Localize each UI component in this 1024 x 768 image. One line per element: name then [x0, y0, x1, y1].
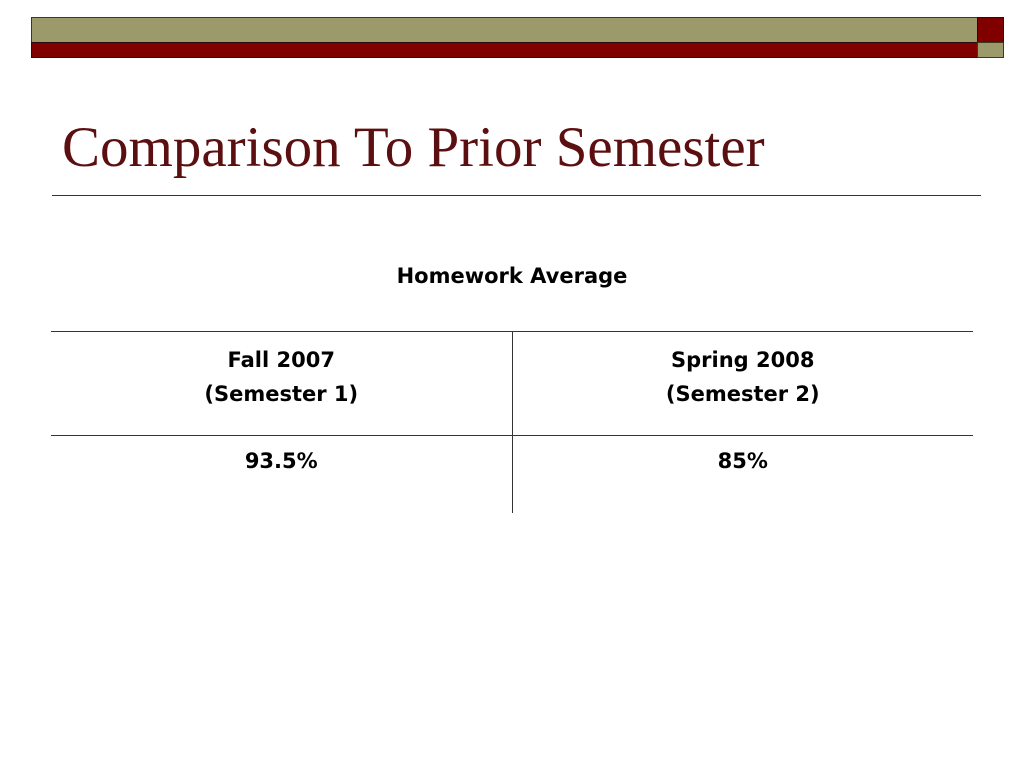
- header-cell-spring-2008: [513, 332, 974, 435]
- header-term: Spring 2008: [671, 348, 815, 372]
- comparison-table: [51, 331, 973, 513]
- header-semester: (Semester 2): [665, 382, 820, 406]
- table-row: [51, 436, 973, 513]
- header-cell-fall-2007: [51, 332, 513, 435]
- header-semester: (Semester 1): [204, 382, 359, 406]
- header-olive-bar: [31, 17, 978, 43]
- table-caption: Homework Average: [396, 264, 628, 288]
- slide-title: Comparison To Prior Semester: [62, 116, 765, 179]
- value-cell-spring-2008: 85%: [717, 449, 768, 473]
- header-term: Fall 2007: [227, 348, 335, 372]
- header-olive-square: [977, 42, 1004, 58]
- header-maroon-square: [977, 17, 1004, 43]
- table-header-row: [51, 331, 973, 436]
- title-divider: [52, 195, 981, 196]
- header-maroon-bar: [31, 42, 978, 58]
- value-cell-fall-2007: 93.5%: [51, 436, 513, 513]
